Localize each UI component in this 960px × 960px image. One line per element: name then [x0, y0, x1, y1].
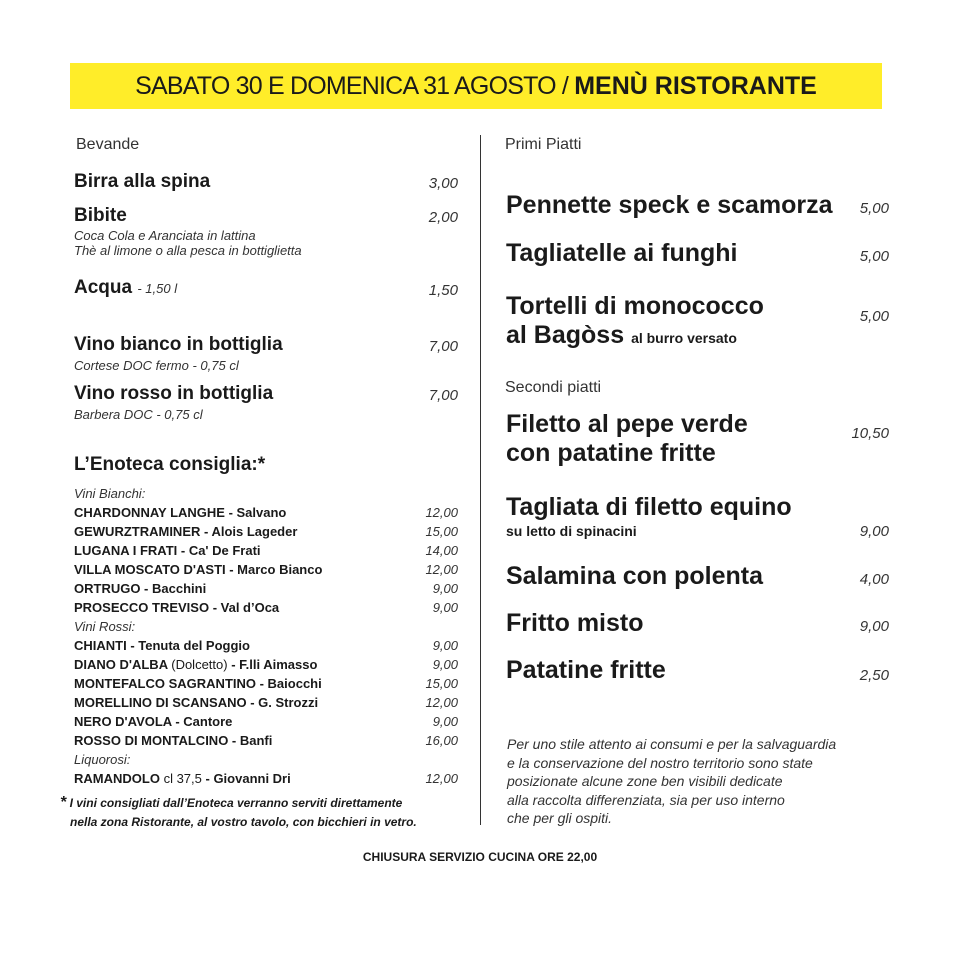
drink-bibite-detail: Coca Cola e Aranciata in lattina — [74, 228, 256, 243]
section-secondi: Secondi piatti — [505, 379, 602, 396]
wine-row: DIANO D'ALBA (Dolcetto) - F.lli Aimasso 9,00 — [74, 657, 458, 672]
banner-title — [70, 72, 882, 101]
banner-menu-title: MENÙ RISTORANTE — [574, 72, 817, 100]
secondi-salamina-name: Salamina con polenta — [506, 562, 764, 590]
primi-tortelli-name: Tortelli di monococco al Bagòss al burro versato — [506, 292, 764, 349]
wine-row: NERO D'AVOLA - Cantore 9,00 — [74, 714, 458, 729]
wine-row: LUGANA I FRATI - Ca' De Frati 14,00 — [74, 543, 458, 558]
wine-category-label: Vini Rossi: — [74, 619, 136, 634]
wine-row: VILLA MOSCATO D'ASTI - Marco Bianco 12,00 — [74, 562, 458, 577]
drink-bibite-detail: Thè al limone o alla pesca in bottiglietta — [74, 243, 302, 258]
section-primi: Primi Piatti — [505, 136, 582, 153]
secondi-filetto-name: Filetto al pepe verde con patatine fritte — [506, 410, 748, 467]
primi-tortelli-price: 5,00 — [859, 308, 889, 325]
drink-vino-bianco-name: Vino bianco in bottiglia — [74, 334, 283, 355]
wine-row: ORTRUGO - Bacchini 9,00 — [74, 581, 458, 596]
secondi-tagliata-sub: su letto di spinacini — [506, 523, 637, 539]
wine-list — [74, 484, 464, 788]
drink-vino-bianco-detail: Cortese DOC fermo - 0,75 cl — [74, 358, 239, 373]
column-divider — [480, 135, 481, 825]
wine-row: ROSSO DI MONTALCINO - Banfi 16,00 — [74, 733, 458, 748]
wine-row: MONTEFALCO SAGRANTINO - Baiocchi 15,00 — [74, 676, 458, 691]
enoteca-title: L’Enoteca consiglia:* — [74, 454, 266, 475]
drink-birra-price: 3,00 — [428, 175, 458, 192]
eco-note: Per uno stile attento ai consumi e per la salvaguardia e la conservazione del nostro territorio sono state posizionate alcune zone ben visibili dedicate alla raccolta differenziata, sia per uso interno che per gli ospiti. — [507, 736, 837, 826]
drink-birra-name: Birra alla spina — [74, 171, 211, 192]
wine-row: CHARDONNAY LANGHE - Salvano 12,00 — [74, 505, 458, 520]
secondi-patatine-price: 2,50 — [859, 667, 889, 684]
primi-pennette-name: Pennette speck e scamorza — [506, 191, 833, 219]
drink-vino-bianco-price: 7,00 — [428, 338, 458, 355]
wine-row: PROSECCO TREVISO - Val d’Oca 9,00 — [74, 600, 458, 615]
wine-row: RAMANDOLO cl 37,5 - Giovanni Dri 12,00 — [74, 771, 458, 786]
primi-pennette-price: 5,00 — [859, 200, 889, 217]
drink-acqua-size: - 1,50 l — [137, 281, 178, 296]
drink-bibite-name: Bibite — [74, 205, 127, 226]
drink-vino-rosso-detail: Barbera DOC - 0,75 cl — [74, 407, 203, 422]
closing-time-note: CHIUSURA SERVIZIO CUCINA ORE 22,00 — [362, 850, 598, 864]
drink-acqua-name: Acqua - 1,50 l — [74, 277, 178, 298]
drink-acqua-price: 1,50 — [428, 282, 458, 299]
section-bevande: Bevande — [76, 136, 140, 153]
secondi-fritto-name: Fritto misto — [506, 609, 644, 637]
wine-row: MORELLINO DI SCANSANO - G. Strozzi 12,00 — [74, 695, 458, 710]
secondi-salamina-price: 4,00 — [859, 571, 889, 588]
wine-category-label: Liquorosi: — [74, 752, 131, 767]
secondi-filetto-price: 10,50 — [851, 425, 889, 442]
primi-tagliatelle-name: Tagliatelle ai funghi — [506, 239, 738, 267]
banner-separator: / — [561, 72, 569, 100]
secondi-tagliata-name: Tagliata di filetto equino — [506, 493, 792, 521]
header-banner — [70, 63, 882, 109]
enoteca-footnote: * I vini consigliati dall’Enoteca verranno serviti direttamente nella zona Ristorante, al vostro tavolo, con bicchieri in vetro. — [60, 794, 417, 829]
wine-row: GEWURZTRAMINER - Alois Lageder 15,00 — [74, 524, 458, 539]
secondi-patatine-name: Patatine fritte — [506, 656, 666, 684]
drink-vino-rosso-price: 7,00 — [428, 387, 458, 404]
primi-tagliatelle-price: 5,00 — [859, 248, 889, 265]
secondi-tagliata-price: 9,00 — [859, 523, 889, 540]
drink-bibite-price: 2,00 — [428, 209, 458, 226]
wine-category-label: Vini Bianchi: — [74, 486, 146, 501]
secondi-fritto-price: 9,00 — [859, 618, 889, 635]
drink-vino-rosso-name: Vino rosso in bottiglia — [74, 383, 274, 404]
wine-row: CHIANTI - Tenuta del Poggio 9,00 — [74, 638, 458, 653]
banner-date: SABATO 30 E DOMENICA 31 AGOSTO — [135, 72, 556, 100]
